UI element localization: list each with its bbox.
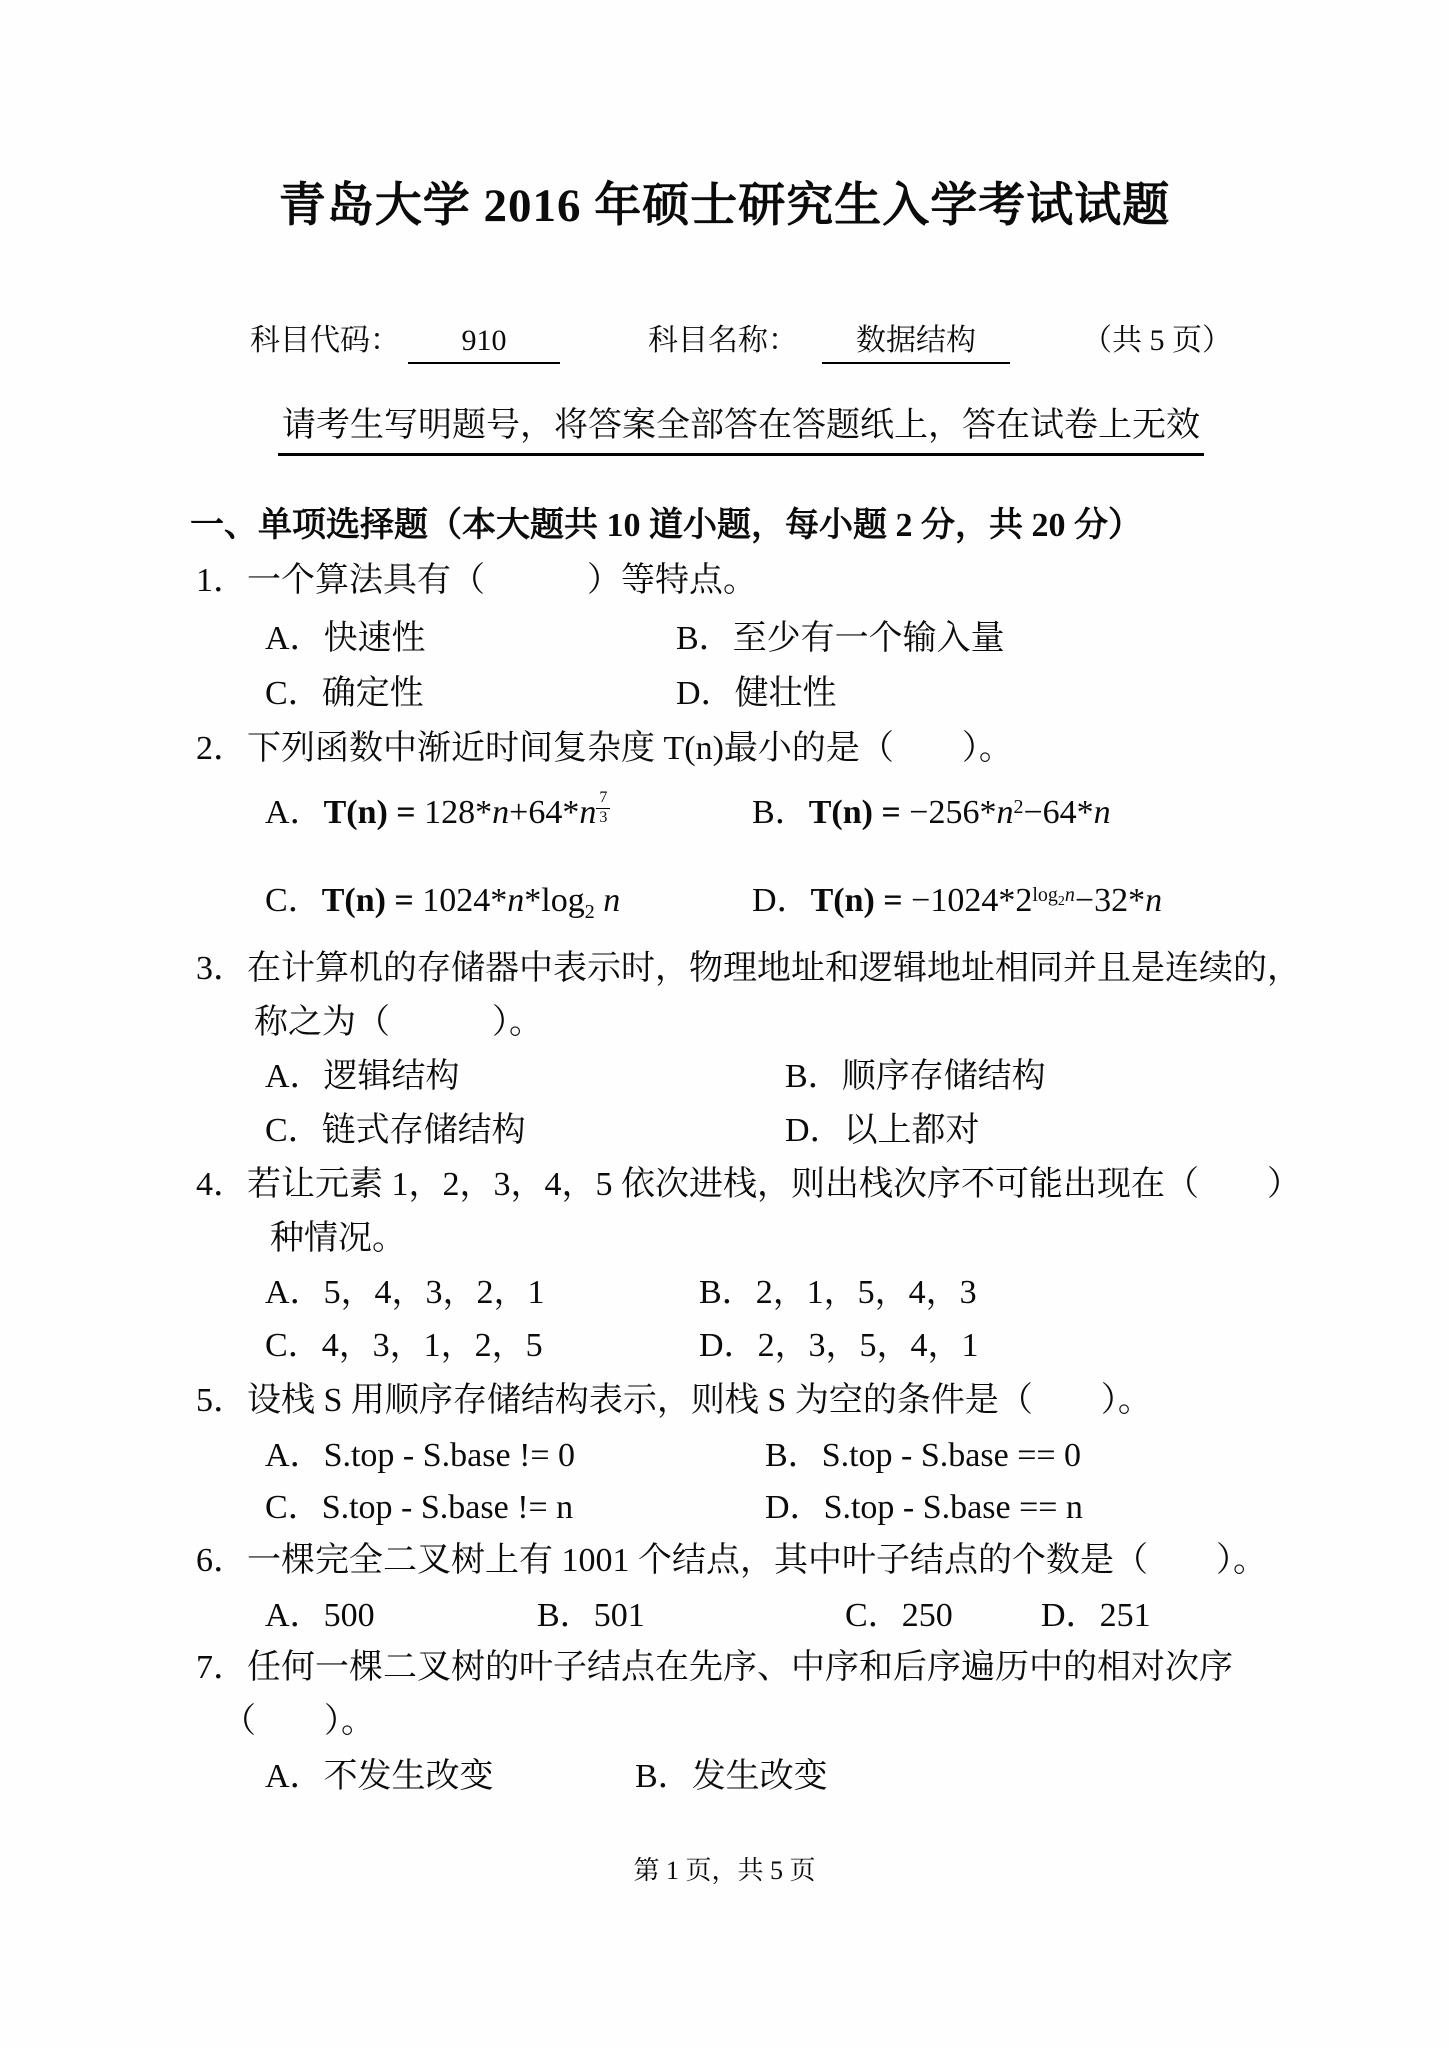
option-text: S.top - S.base != n	[321, 1489, 574, 1526]
question-number: 1．	[196, 562, 247, 599]
option-label: B．	[699, 1274, 756, 1311]
q5-option-b	[765, 1433, 1081, 1479]
option-text: 确定性	[321, 675, 424, 712]
question-2	[196, 726, 1013, 772]
subject-pages-note: （共 5 页）	[1082, 324, 1232, 357]
q4-option-d	[699, 1323, 979, 1369]
option-label: D．	[676, 675, 735, 712]
q4-option-c	[265, 1323, 543, 1369]
option-label: D．	[699, 1327, 758, 1364]
option-text: S.top - S.base == 0	[821, 1437, 1082, 1474]
page-footer: 第 1 页，共 5 页	[633, 1856, 816, 1885]
question-text: 一个算法具有（ ）等特点。	[247, 562, 757, 599]
option-text: 500	[323, 1597, 375, 1634]
option-label: A．	[265, 620, 324, 657]
q6-option-c	[845, 1593, 953, 1639]
option-label: A．	[265, 1597, 324, 1634]
formula: $-256*n^2-64*n$	[909, 794, 1111, 831]
question-4	[196, 1162, 1301, 1208]
option-text: S.top - S.base != 0	[323, 1437, 576, 1474]
option-label: A．	[265, 1058, 324, 1095]
q3-option-b	[785, 1054, 1046, 1100]
option-label: C．	[265, 882, 322, 919]
question-3-line2: 称之为（ ）。	[254, 1004, 543, 1041]
option-label: D．	[785, 1112, 844, 1149]
page-title: 青岛大学 2016 年硕士研究生入学考试试题	[278, 180, 1171, 232]
option-text: 251	[1099, 1597, 1151, 1634]
question-text: 一棵完全二叉树上有 1001 个结点，其中叶子结点的个数是（ ）。	[247, 1542, 1267, 1579]
option-text: 不发生改变	[323, 1758, 494, 1795]
section-heading: 一、单项选择题（本大题共 10 道小题，每小题 2 分，共 20 分）	[190, 507, 1142, 544]
option-text: 2，3，5，4，1	[757, 1327, 979, 1364]
question-5	[196, 1378, 1152, 1424]
option-label: A．	[265, 1274, 324, 1311]
question-7-line2: （ ）。	[222, 1703, 375, 1740]
option-label: C．	[265, 1327, 322, 1364]
q1-option-c	[265, 671, 424, 717]
subject-name-label: 科目名称：	[648, 324, 798, 357]
option-label: B．	[635, 1758, 692, 1795]
q6-option-b	[537, 1593, 645, 1639]
formula: $-1024*2^{log_2n}-32*n$	[911, 882, 1163, 919]
q3-option-d	[785, 1108, 980, 1154]
question-number: 7．	[196, 1649, 247, 1686]
option-label: C．	[845, 1597, 902, 1634]
option-text: 快速性	[323, 620, 426, 657]
option-label: B．	[537, 1597, 594, 1634]
formula-prefix: T(n) =	[323, 794, 425, 831]
option-label: B．	[752, 794, 809, 831]
option-text: 发生改变	[691, 1758, 828, 1795]
q3-option-c	[265, 1108, 526, 1154]
q6-option-a	[265, 1593, 375, 1639]
formula-prefix: T(n) =	[321, 882, 423, 919]
option-text: S.top - S.base == n	[823, 1489, 1083, 1526]
option-label: A．	[265, 1437, 324, 1474]
q1-option-b	[676, 616, 1005, 662]
option-text: 501	[593, 1597, 645, 1634]
q7-option-a	[265, 1754, 494, 1800]
option-text: 链式存储结构	[321, 1112, 526, 1149]
formula-prefix: T(n) =	[808, 794, 910, 831]
q4-option-a	[265, 1270, 545, 1316]
option-text: 顺序存储结构	[841, 1058, 1046, 1095]
question-number: 2．	[196, 730, 247, 767]
q1-option-a	[265, 616, 426, 662]
subject-name-value: 数据结构	[822, 320, 1010, 364]
question-text: 在计算机的存储器中表示时，物理地址和逻辑地址相同并且是连续的，	[247, 950, 1301, 987]
option-text: 4，3，1，2，5	[321, 1327, 543, 1364]
subject-code-value: 910	[408, 320, 560, 364]
option-label: D．	[1041, 1597, 1100, 1634]
q7-option-b	[635, 1754, 828, 1800]
option-text: 健壮性	[734, 675, 837, 712]
question-7	[196, 1645, 1233, 1691]
formula-prefix: T(n) =	[810, 882, 912, 919]
option-label: D．	[765, 1489, 824, 1526]
question-1	[196, 558, 757, 604]
question-number: 5．	[196, 1382, 247, 1419]
q2-option-b	[752, 790, 1111, 836]
q2-option-d	[752, 878, 1162, 924]
option-label: C．	[265, 1489, 322, 1526]
question-6	[196, 1538, 1267, 1584]
q5-option-a	[265, 1433, 575, 1479]
option-text: 5，4，3，2，1	[323, 1274, 545, 1311]
option-text: 以上都对	[843, 1112, 980, 1149]
question-number: 4．	[196, 1166, 247, 1203]
q4-option-b	[699, 1270, 977, 1316]
q2-option-a	[265, 790, 610, 836]
q1-option-d	[676, 671, 837, 717]
option-text: 250	[901, 1597, 953, 1634]
question-number: 3．	[196, 950, 247, 987]
option-label: C．	[265, 675, 322, 712]
q2-option-c	[265, 878, 620, 924]
q3-option-a	[265, 1054, 460, 1100]
option-text: 2，1，5，4，3	[755, 1274, 977, 1311]
exam-notice: 请考生写明题号，将答案全部答在答题纸上，答在试卷上无效	[278, 404, 1204, 456]
formula: $1024*n*\log_2$ n	[422, 882, 621, 923]
question-text: 设栈 S 用顺序存储结构表示，则栈 S 为空的条件是（ ）。	[247, 1382, 1152, 1419]
option-label: B．	[785, 1058, 842, 1095]
question-text: 任何一棵二叉树的叶子结点在先序、中序和后序遍历中的相对次序	[247, 1649, 1233, 1686]
question-number: 6．	[196, 1542, 247, 1579]
option-label: B．	[676, 620, 733, 657]
question-4-line2: 种情况。	[270, 1220, 406, 1257]
question-text: 若让元素 1，2，3，4，5 依次进栈，则出栈次序不可能出现在（ ）	[247, 1166, 1301, 1203]
option-label: A．	[265, 1758, 324, 1795]
option-text: 至少有一个输入量	[732, 620, 1005, 657]
formula: 128*n+64*n $^{\frac{7}{3}}$	[424, 794, 610, 831]
option-label: D．	[752, 882, 811, 919]
option-label: B．	[765, 1437, 822, 1474]
option-text: 逻辑结构	[323, 1058, 460, 1095]
question-3	[196, 946, 1301, 992]
q5-option-d	[765, 1485, 1083, 1531]
q5-option-c	[265, 1485, 573, 1531]
option-label: C．	[265, 1112, 322, 1149]
question-text: 下列函数中渐近时间复杂度 T(n)最小的是（ ）。	[247, 730, 1013, 767]
subject-code-label: 科目代码：	[250, 324, 400, 357]
option-label: A．	[265, 794, 324, 831]
q6-option-d	[1041, 1593, 1151, 1639]
